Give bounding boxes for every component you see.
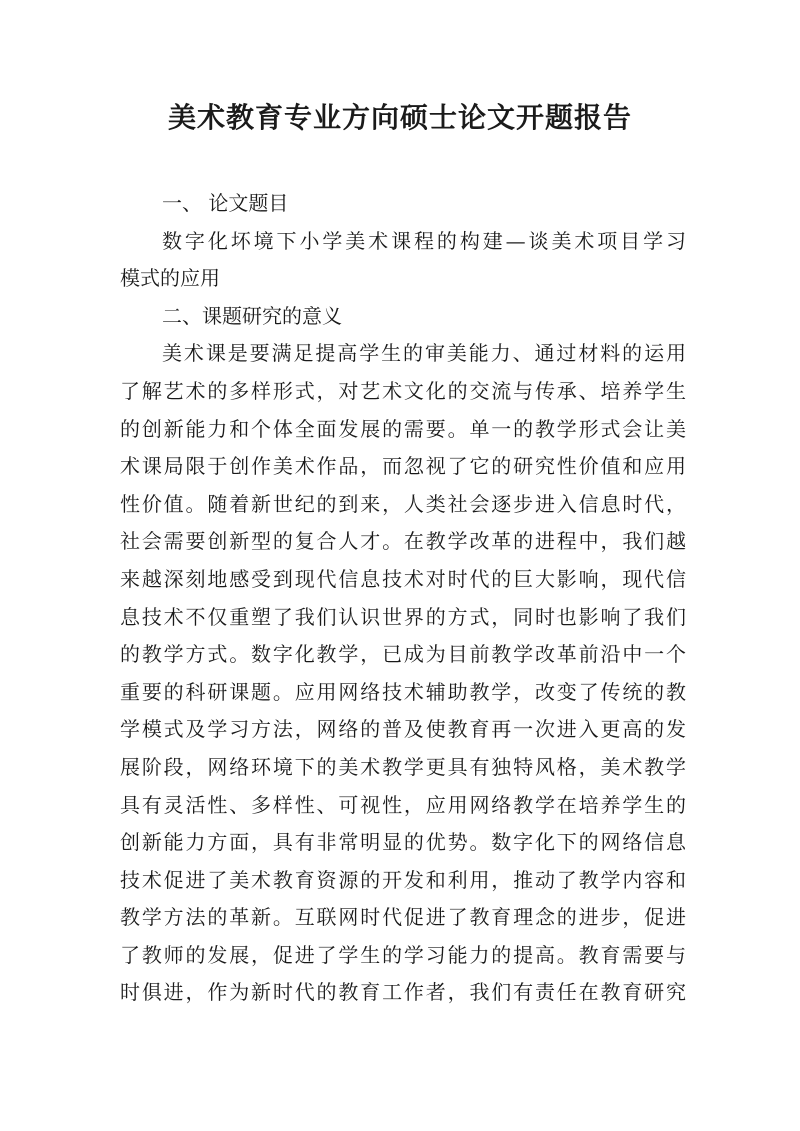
thesis-title-line-1: 数字化坏境下小学美术课程的构建—谈美术项目学习: [162, 228, 686, 253]
section-heading-1: 一、 论文题目: [162, 191, 289, 215]
paragraph-line: 具有灵活性、多样性、可视性，应用网络教学在培养学生的: [120, 792, 686, 817]
paragraph-line: 美术课是要满足提高学生的审美能力、通过材料的运用: [162, 341, 686, 366]
paragraph-line: 展阶段，网络环境下的美术教学更具有独特风格，美术教学: [120, 754, 686, 779]
paragraph-line: 了解艺术的多样形式，对艺术文化的交流与传承、培养学生: [120, 378, 686, 403]
paragraph-line: 的创新能力和个体全面发展的需要。单一的教学形式会让美: [120, 416, 686, 441]
paragraph-line: 创新能力方面，具有非常明显的优势。数字化下的网络信息: [120, 830, 686, 855]
document-title: 美术教育专业方向硕士论文开题报告: [167, 101, 632, 134]
paragraph-line: 社会需要创新型的复合人才。在教学改革的进程中，我们越: [120, 529, 686, 554]
paragraph-line: 教学方法的革新。互联网时代促进了教育理念的进步，促进: [120, 905, 686, 930]
paragraph-line: 重要的科研课题。应用网络技术辅助教学，改变了传统的教: [120, 679, 686, 704]
paragraph-line: 的教学方式。数字化教学，已成为目前教学改革前沿中一个: [120, 642, 686, 667]
section-heading-2: 二、课题研究的意义: [162, 303, 342, 328]
paragraph-line: 学模式及学习方法，网络的普及使教育再一次进入更高的发: [120, 717, 686, 742]
paragraph-line: 息技术不仅重塑了我们认识世界的方式，同时也影响了我们: [120, 604, 686, 629]
thesis-title-line-2: 模式的应用: [120, 266, 220, 291]
paragraph-line: 术课局限于创作美术作品，而忽视了它的研究性价值和应用: [120, 454, 686, 479]
paragraph-line: 性价值。随着新世纪的到来，人类社会逐步进入信息时代，: [120, 491, 686, 516]
paragraph-line: 来越深刻地感受到现代信息技术对时代的巨大影响，现代信: [120, 566, 686, 591]
paragraph-line: 技术促进了美术教育资源的开发和利用，推动了教学内容和: [120, 867, 686, 892]
document-body: [120, 185, 686, 1012]
paragraph-line: 时俱进，作为新时代的教育工作者，我们有责任在教育研究: [120, 980, 686, 1005]
paragraph-line: 了教师的发展，促进了学生的学习能力的提高。教育需要与: [120, 942, 686, 967]
